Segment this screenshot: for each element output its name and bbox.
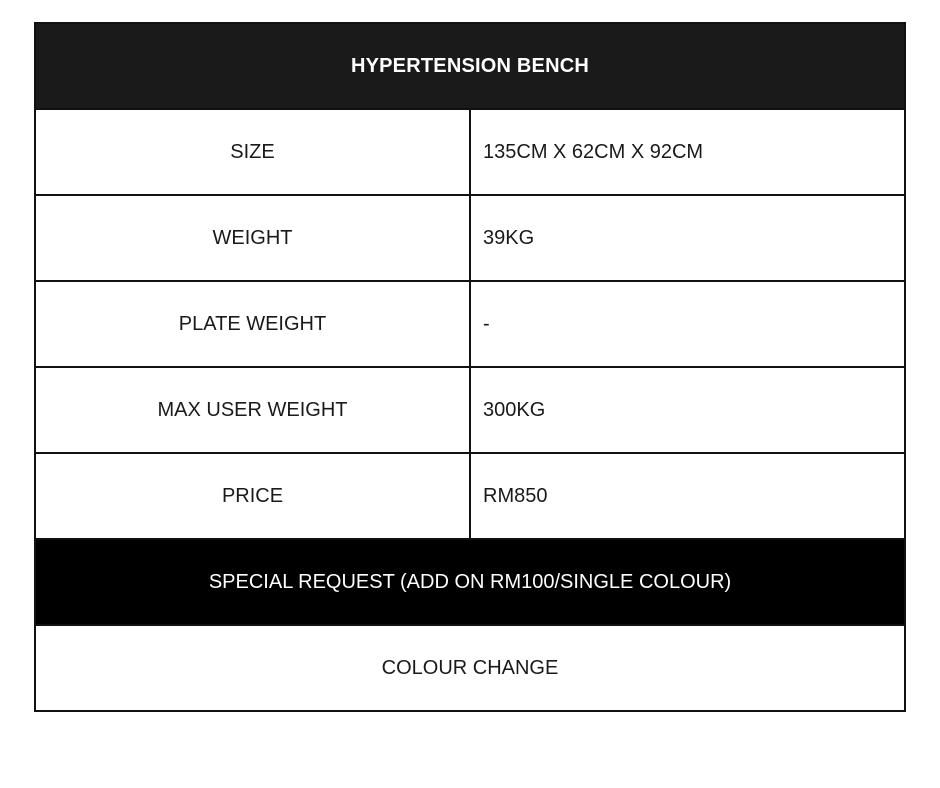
max-user-weight-label: MAX USER WEIGHT: [35, 367, 470, 453]
table-header-row: [35, 23, 905, 109]
size-value: 135CM X 62CM X 92CM: [470, 109, 905, 195]
special-request-row: [35, 539, 905, 625]
table-title: HYPERTENSION BENCH: [35, 23, 905, 109]
table-row-price: [35, 453, 905, 539]
weight-value: 39KG: [470, 195, 905, 281]
price-value: RM850: [470, 453, 905, 539]
special-request-banner: SPECIAL REQUEST (ADD ON RM100/SINGLE COLOUR): [35, 539, 905, 625]
table-row-plate-weight: [35, 281, 905, 367]
plate-weight-label: PLATE WEIGHT: [35, 281, 470, 367]
max-user-weight-value: 300KG: [470, 367, 905, 453]
weight-label: WEIGHT: [35, 195, 470, 281]
table-row-size: [35, 109, 905, 195]
table-row-max-user-weight: [35, 367, 905, 453]
spec-table: [34, 22, 906, 712]
colour-change-option: COLOUR CHANGE: [35, 625, 905, 711]
plate-weight-value: -: [470, 281, 905, 367]
size-label: SIZE: [35, 109, 470, 195]
colour-change-row: [35, 625, 905, 711]
price-label: PRICE: [35, 453, 470, 539]
table-row-weight: [35, 195, 905, 281]
